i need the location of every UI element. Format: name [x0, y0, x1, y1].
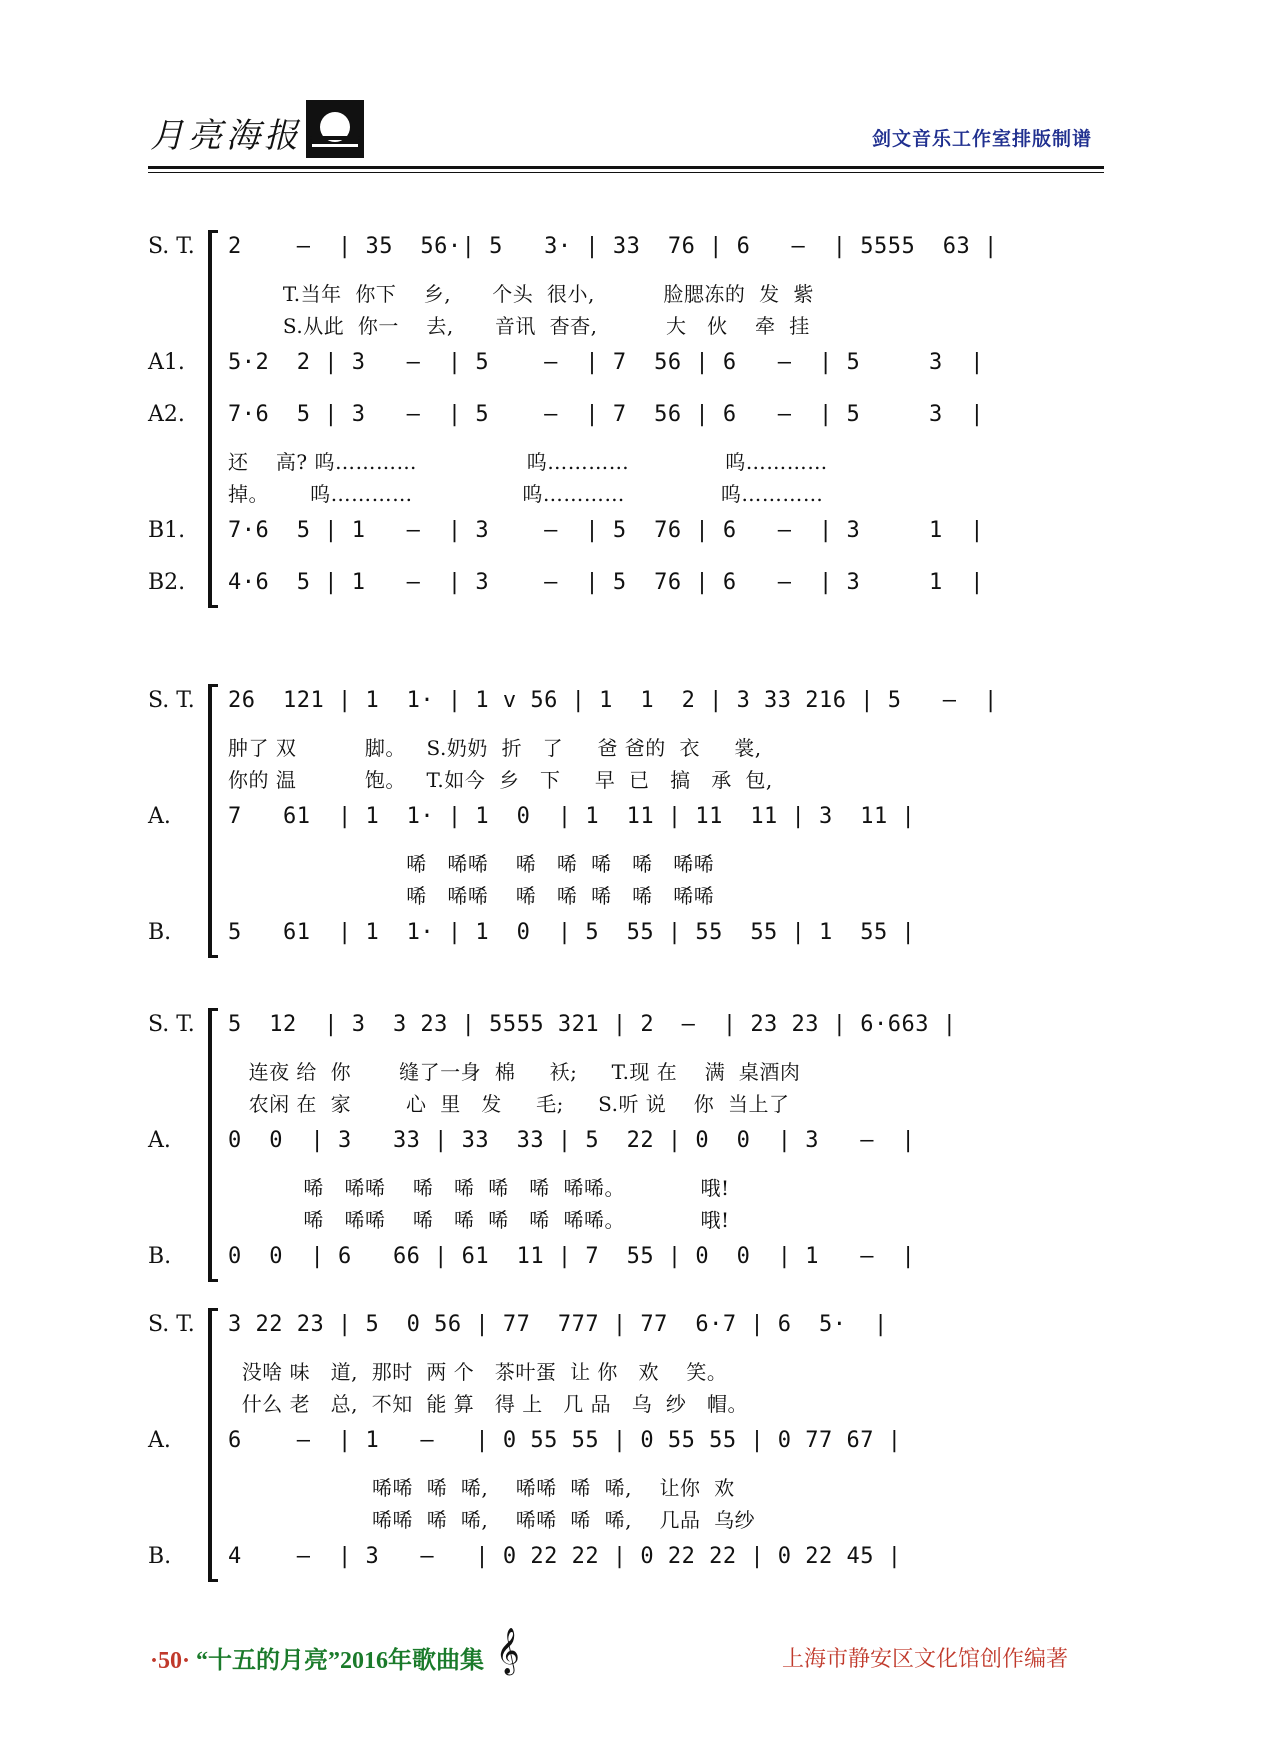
lyric-text: 唏 唏唏 唏 唏 唏 唏 唏唏。 哦! — [228, 1176, 730, 1200]
voice-label: S. T. — [148, 688, 195, 713]
lyric-text: 什么 老 总, 不知 能 算 得 上 几 品 乌 纱 帽。 — [228, 1392, 749, 1416]
lyric-line — [148, 1468, 1108, 1500]
note-line: 5·2 2 | 3 – | 5 – | 7 56 | 6 – | 5 3 | — [228, 350, 984, 375]
staff-row — [148, 1116, 1108, 1168]
voice-label: B1. — [148, 518, 186, 543]
lyric-line — [148, 474, 1108, 506]
note-line: 2 – | 35 56·| 5 3· | 33 76 | 6 – | 5555 63 | — [228, 234, 998, 259]
voice-label: A. — [148, 1128, 171, 1153]
staff-row — [148, 1416, 1108, 1468]
staff-row — [148, 792, 1108, 844]
studio-credit: 剑文音乐工作室排版制谱 — [871, 128, 1092, 150]
header-rule-thin — [148, 172, 1104, 173]
lyric-text: 唏唏 唏 唏, 唏唏 唏 唏, 让你 欢 — [228, 1476, 735, 1500]
header-logo: 月亮海报 — [150, 116, 302, 156]
lyric-text: T.当年 你下 乡, 个头 很小, 脸腮冻的 发 紫 — [228, 282, 814, 306]
header-rule — [148, 166, 1104, 169]
lyric-text: 唏 唏唏 唏 唏 唏 唏 唏唏 — [228, 852, 715, 876]
voice-label: A. — [148, 804, 171, 829]
voice-label: B2. — [148, 570, 186, 595]
treble-clef-icon: 𝄞 — [496, 1628, 520, 1674]
note-line: 0 0 | 3 33 | 33 33 | 5 22 | 0 0 | 3 – | — [228, 1128, 916, 1153]
staff-row — [148, 222, 1108, 274]
lyric-line — [148, 1500, 1108, 1532]
voice-label: S. T. — [148, 1312, 195, 1337]
lyric-line — [148, 728, 1108, 760]
lyric-line — [148, 306, 1108, 338]
lyric-line — [148, 274, 1108, 306]
note-line: 4 – | 3 – | 0 22 22 | 0 22 22 | 0 22 45 | — [228, 1544, 902, 1569]
moon-logo-icon — [306, 100, 364, 158]
lyric-line — [148, 1168, 1108, 1200]
lyric-text: 还 高? 呜………… 呜………… 呜………… — [228, 450, 828, 474]
lyric-line — [148, 1352, 1108, 1384]
note-line: 5 12 | 3 3 23 | 5555 321 | 2 – | 23 23 | 6·663 | — [228, 1012, 957, 1037]
lyric-line — [148, 1084, 1108, 1116]
voice-label: S. T. — [148, 234, 195, 259]
lyric-line — [148, 1200, 1108, 1232]
note-line: 7·6 5 | 3 – | 5 – | 7 56 | 6 – | 5 3 | — [228, 402, 984, 427]
lyric-line — [148, 760, 1108, 792]
book-title: “十五的月亮”2016年歌曲集 — [196, 1648, 485, 1674]
lyric-text: 唏 唏唏 唏 唏 唏 唏 唏唏 — [228, 884, 715, 908]
lyric-line — [148, 1384, 1108, 1416]
note-line: 26 121 | 1 1· | 1 v 56 | 1 1 2 | 3 33 216 | 5 – | — [228, 688, 998, 713]
page-number: ·50· — [150, 1648, 191, 1674]
voice-label: B. — [148, 1244, 172, 1269]
staff-row — [148, 338, 1108, 390]
staff-row — [148, 390, 1108, 442]
staff-row — [148, 1532, 1108, 1584]
lyric-text: 唏唏 唏 唏, 唏唏 唏 唏, 几品 乌纱 — [228, 1508, 756, 1532]
staff-row — [148, 506, 1108, 558]
staff-row — [148, 676, 1108, 728]
lyric-text: 你的 温 饱。 T.如今 乡 下 早 已 搞 承 包, — [228, 768, 773, 792]
voice-label: A2. — [148, 402, 185, 427]
note-line: 7·6 5 | 1 – | 3 – | 5 76 | 6 – | 3 1 | — [228, 518, 984, 543]
lyric-text: 掉。 呜………… 呜………… 呜………… — [228, 482, 824, 506]
note-line: 4·6 5 | 1 – | 3 – | 5 76 | 6 – | 3 1 | — [228, 570, 984, 595]
footer-publisher: 上海市静安区文化馆创作编著 — [782, 1646, 1069, 1671]
lyric-text: S.从此 你一 去, 音讯 杳杳, 大 伙 牵 挂 — [228, 314, 810, 338]
lyric-text: 农闲 在 家 心 里 发 毛; S.听 说 你 当上了 — [228, 1092, 790, 1116]
system-bracket — [208, 1308, 218, 1582]
lyric-text: 没啥 味 道, 那时 两 个 茶叶蛋 让 你 欢 笑。 — [228, 1360, 728, 1384]
system-bracket — [208, 684, 218, 958]
staff-row — [148, 1300, 1108, 1352]
lyric-text: 唏 唏唏 唏 唏 唏 唏 唏唏。 哦! — [228, 1208, 730, 1232]
lyric-text: 肿了 双 脚。 S.奶奶 折 了 爸 爸的 衣 裳, — [228, 736, 762, 760]
staff-row — [148, 1000, 1108, 1052]
lyric-line — [148, 1052, 1108, 1084]
note-line: 5 61 | 1 1· | 1 0 | 5 55 | 55 55 | 1 55 | — [228, 920, 916, 945]
note-line: 3 22 23 | 5 0 56 | 77 777 | 77 6·7 | 6 5· | — [228, 1312, 888, 1337]
voice-label: S. T. — [148, 1012, 195, 1037]
lyric-line — [148, 442, 1108, 474]
voice-label: B. — [148, 920, 172, 945]
staff-row — [148, 558, 1108, 610]
note-line: 0 0 | 6 66 | 61 11 | 7 55 | 0 0 | 1 – | — [228, 1244, 916, 1269]
staff-row — [148, 1232, 1108, 1284]
voice-label: A1. — [148, 350, 185, 375]
voice-label: A. — [148, 1428, 171, 1453]
lyric-line — [148, 844, 1108, 876]
system-bracket — [208, 230, 218, 608]
voice-label: B. — [148, 1544, 172, 1569]
lyric-text: 连夜 给 你 缝了一身 棉 袄; T.现 在 满 桌酒肉 — [228, 1060, 801, 1084]
system-bracket — [208, 1008, 218, 1282]
note-line: 6 – | 1 – | 0 55 55 | 0 55 55 | 0 77 67 | — [228, 1428, 902, 1453]
footer-book-title — [150, 1640, 484, 1675]
staff-row — [148, 908, 1108, 960]
lyric-line — [148, 876, 1108, 908]
note-line: 7 61 | 1 1· | 1 0 | 1 11 | 11 11 | 3 11 | — [228, 804, 916, 829]
